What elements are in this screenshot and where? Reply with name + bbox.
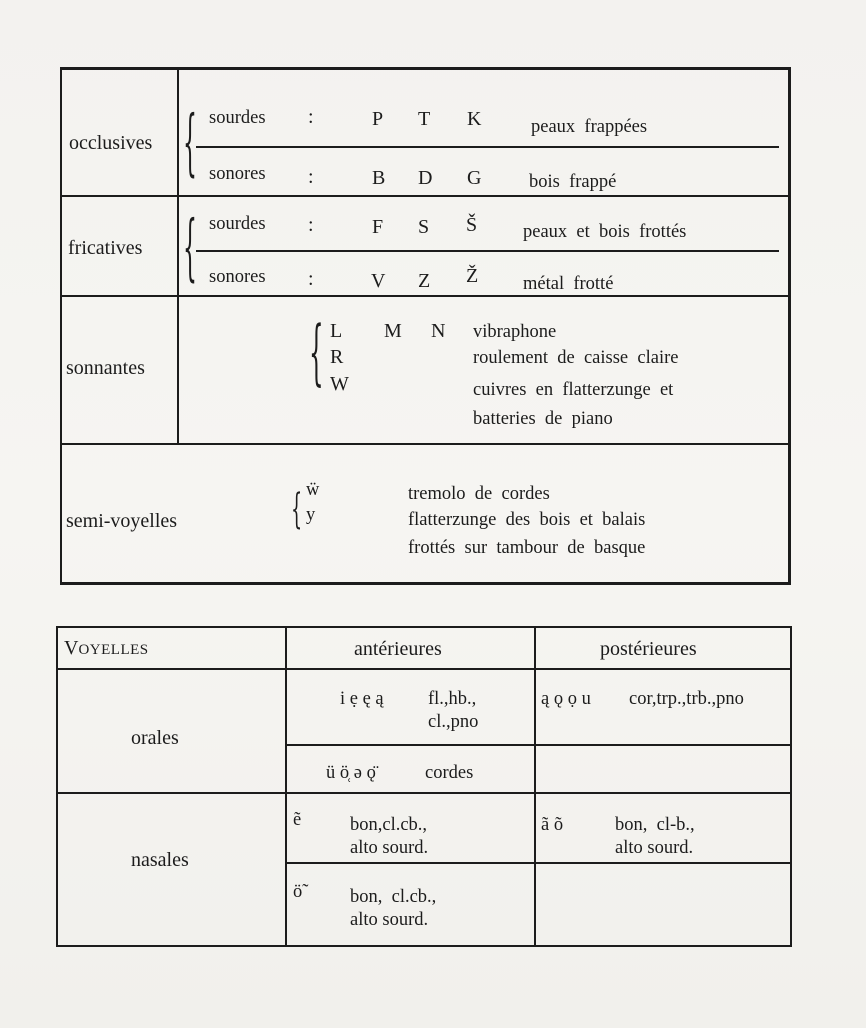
instrument-desc: cuivres en flatterzunge et — [473, 380, 674, 400]
instrument-desc: peaux et bois frottés — [523, 222, 687, 242]
brace-icon: { — [291, 484, 303, 534]
row-divider — [60, 295, 790, 297]
table-border-left — [56, 626, 58, 947]
colon: : — [308, 166, 314, 188]
phoneme: S — [418, 216, 430, 238]
table-border-bottom — [56, 945, 792, 947]
row-divider — [285, 862, 792, 864]
row-divider — [285, 744, 792, 746]
col-header-anterieures: antérieures — [354, 638, 442, 660]
brace-icon: { — [183, 206, 197, 290]
instrument-desc: bon, cl-b., — [615, 815, 695, 835]
phoneme: G — [467, 167, 482, 189]
instrument-desc: alto sourd. — [350, 910, 429, 930]
row-divider — [60, 195, 790, 197]
sourdes-label: sourdes — [209, 214, 266, 234]
colon: : — [308, 268, 314, 290]
sourdes-label: sourdes — [209, 108, 266, 128]
phoneme: ẅ — [306, 480, 320, 500]
row-divider — [60, 443, 790, 445]
row-divider — [56, 668, 792, 670]
sonores-label: sonores — [209, 164, 266, 184]
column-divider — [534, 626, 536, 947]
column-divider — [177, 67, 179, 445]
instrument-desc: cordes — [425, 763, 474, 783]
nasales-label: nasales — [131, 849, 189, 871]
colon: : — [308, 106, 314, 128]
instrument-desc: bon, cl.cb., — [350, 887, 437, 907]
phoneme: T — [418, 108, 431, 130]
instrument-desc: tremolo de cordes — [408, 484, 550, 504]
vowels-header-rest: OYELLES — [78, 642, 149, 658]
phoneme: V — [371, 270, 386, 292]
table-border-top — [60, 67, 790, 70]
phoneme: Ž — [466, 265, 479, 287]
vowel-symbols: ö̃ — [293, 882, 303, 902]
phoneme: M — [384, 320, 402, 342]
instrument-desc: fl.,hb., — [428, 689, 477, 709]
table-border-right — [788, 67, 791, 585]
vowel-symbols: ã õ — [541, 815, 564, 835]
instrument-desc: flatterzunge des bois et balais — [408, 510, 646, 530]
instrument-desc: vibraphone — [473, 322, 557, 342]
table-border-right — [790, 626, 792, 947]
semi-voyelles-label: semi-voyelles — [66, 510, 178, 532]
vowel-symbols: i ẹ ę ą — [340, 689, 384, 709]
vowel-symbols: ẽ — [293, 810, 302, 830]
instrument-desc: alto sourd. — [350, 838, 429, 858]
phoneme: B — [372, 167, 386, 189]
table-border-left — [60, 67, 62, 585]
instrument-desc: métal frotté — [523, 274, 614, 294]
brace-icon: { — [309, 309, 324, 394]
orales-label: orales — [131, 727, 179, 749]
instrument-desc: frottés sur tambour de basque — [408, 538, 646, 558]
instrument-desc: roulement de caisse claire — [473, 348, 679, 368]
instrument-desc: peaux frappées — [531, 117, 648, 137]
phoneme: K — [467, 108, 482, 130]
phoneme: N — [431, 320, 446, 342]
phoneme: W — [330, 373, 349, 395]
phoneme: Z — [418, 270, 431, 292]
instrument-desc: alto sourd. — [615, 838, 694, 858]
brace-icon: { — [183, 101, 197, 185]
sonnantes-label: sonnantes — [66, 357, 145, 379]
vowels-header-cap: V — [64, 637, 79, 659]
subrow-rule — [196, 146, 779, 148]
phoneme: F — [372, 216, 384, 238]
phoneme: L — [330, 320, 343, 342]
subrow-rule — [196, 250, 779, 252]
vowel-symbols: ü ö̜ ə ǫ̈ — [326, 763, 376, 783]
phoneme: Š — [466, 214, 478, 236]
vowel-symbols: ą ǫ ọ u — [541, 689, 591, 709]
table-border-bottom — [60, 582, 790, 585]
instrument-desc: bon,cl.cb., — [350, 815, 428, 835]
table-border-top — [56, 626, 792, 628]
fricatives-label: fricatives — [68, 237, 143, 259]
vowels-header — [64, 637, 149, 660]
row-divider — [56, 792, 792, 794]
phoneme: R — [330, 346, 344, 368]
sonores-label: sonores — [209, 267, 266, 287]
occlusives-label: occlusives — [69, 132, 153, 154]
instrument-desc: cl.,pno — [428, 712, 479, 732]
phoneme: y — [306, 505, 316, 525]
col-header-posterieures: postérieures — [600, 638, 697, 660]
instrument-desc: batteries de piano — [473, 409, 613, 429]
colon: : — [308, 214, 314, 236]
phoneme: P — [372, 108, 384, 130]
column-divider — [285, 626, 287, 947]
instrument-desc: cor,trp.,trb.,pno — [629, 689, 744, 709]
instrument-desc: bois frappé — [529, 172, 617, 192]
phoneme: D — [418, 167, 433, 189]
